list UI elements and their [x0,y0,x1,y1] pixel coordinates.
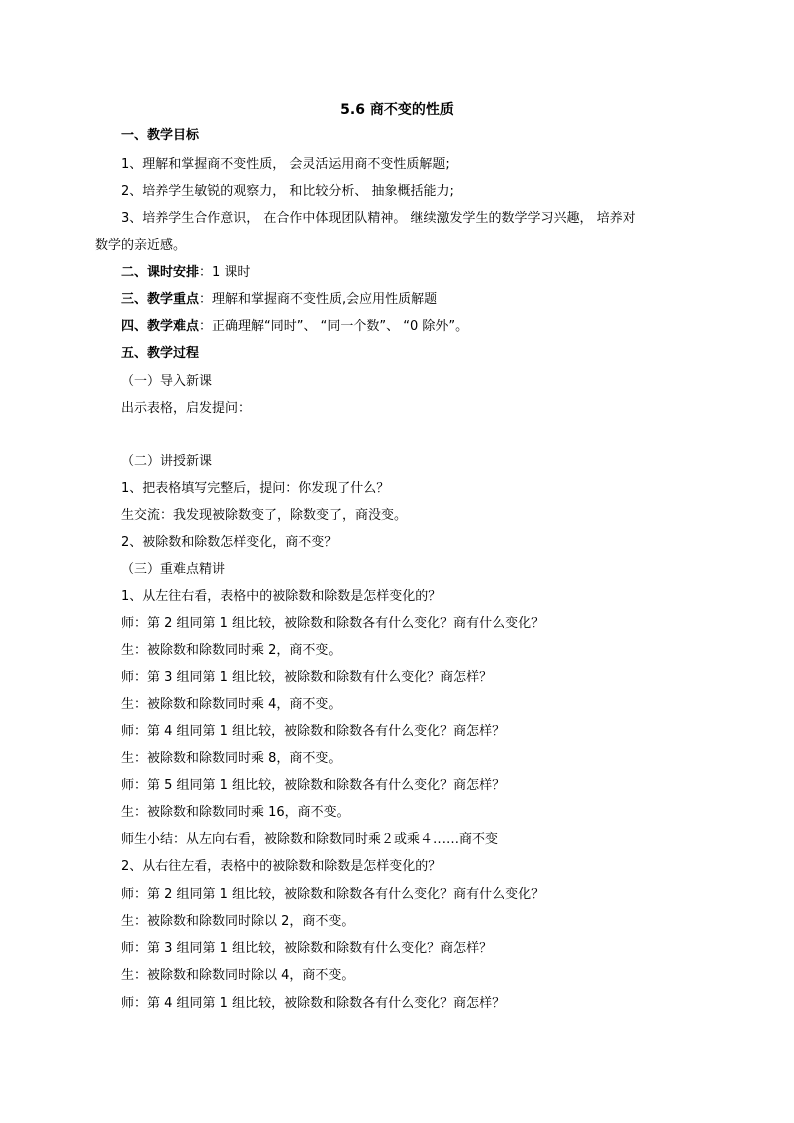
goal-3a: 3、培养学生合作意识， 在合作中体现团队精神。 继续激发学生的数学学习兴趣， 培养对 [121,211,636,226]
p3-line-9: 生：被除数和除数同时乘 16，商不变。 [121,805,350,820]
p3-line-7: 生：被除数和除数同时乘 8，商不变。 [121,751,342,766]
part1-text: 出示表格，启发提问： [121,401,252,416]
process-heading: 五、教学过程 [121,346,200,361]
part3-heading: （三）重难点精讲 [121,562,226,577]
p3-line-14: 师：第 3 组同第 1 组比较，被除数和除数有什么变化？商怎样？ [121,941,493,956]
key-label: 三、教学重点 [121,292,200,307]
p3-line-13: 生：被除数和除数同时除以 2，商不变。 [121,914,355,929]
key-value: ：理解和掌握商不变性质,会应用性质解题 [199,292,438,307]
p3-line-2: 师：第 2 组同第 1 组比较，被除数和除数各有什么变化？商有什么变化？ [121,616,545,631]
part2-heading: （二）讲授新课 [121,454,213,469]
goal-3b: 数学的亲近感。 [95,238,187,253]
p3-line-15: 生：被除数和除数同时除以 4，商不变。 [121,968,355,983]
p3-line-6: 师：第 4 组同第 1 组比较，被除数和除数各有什么变化？商怎样？ [121,724,506,739]
goal-1: 1、理解和掌握商不变性质， 会灵活运用商不变性质解题; [121,157,450,172]
p3-line-12: 师：第 2 组同第 1 组比较，被除数和除数各有什么变化？商有什么变化？ [121,887,545,902]
goals-heading: 一、教学目标 [121,128,200,143]
hours-line [121,265,250,281]
goal-2: 2、培养学生敏锐的观察力， 和比较分析、 抽象概括能力; [121,184,454,199]
hours-label: 二、课时安排 [121,265,200,280]
difficulty-value: ：正确理解“同时”、 “同一个数”、 “0 除外”。 [199,319,469,334]
hours-value: ：1 课时 [199,265,251,280]
p2-line-2: 生交流：我发现被除数变了，除数变了，商没变。 [121,508,408,523]
part1-heading: （一）导入新课 [121,374,213,389]
p3-line-10: 师生小结：从左向右看，被除数和除数同时乘２或乘４……商不变 [121,832,499,847]
difficulty-line [121,319,468,335]
p3-line-5: 生：被除数和除数同时乘 4，商不变。 [121,697,342,712]
p2-line-3: 2、被除数和除数怎样变化，商不变？ [121,535,338,550]
p2-line-1: 1、把表格填写完整后，提问：你发现了什么？ [121,481,390,496]
p3-line-11: 2、从右往左看，表格中的被除数和除数是怎样变化的？ [121,859,442,874]
p3-line-4: 师：第 3 组同第 1 组比较，被除数和除数有什么变化？商怎样？ [121,670,493,685]
p3-line-3: 生：被除数和除数同时乘 2，商不变。 [121,643,342,658]
p3-line-16: 师：第 4 组同第 1 组比较，被除数和除数各有什么变化？商怎样？ [121,996,506,1011]
difficulty-label: 四、教学难点 [121,319,200,334]
document-title: 5.6 商不变的性质 [340,102,454,118]
key-line [121,292,437,308]
p3-line-8: 师：第 5 组同第 1 组比较，被除数和除数各有什么变化？商怎样？ [121,778,506,793]
p3-line-1: 1、从左往右看，表格中的被除数和除数是怎样变化的？ [121,589,442,604]
